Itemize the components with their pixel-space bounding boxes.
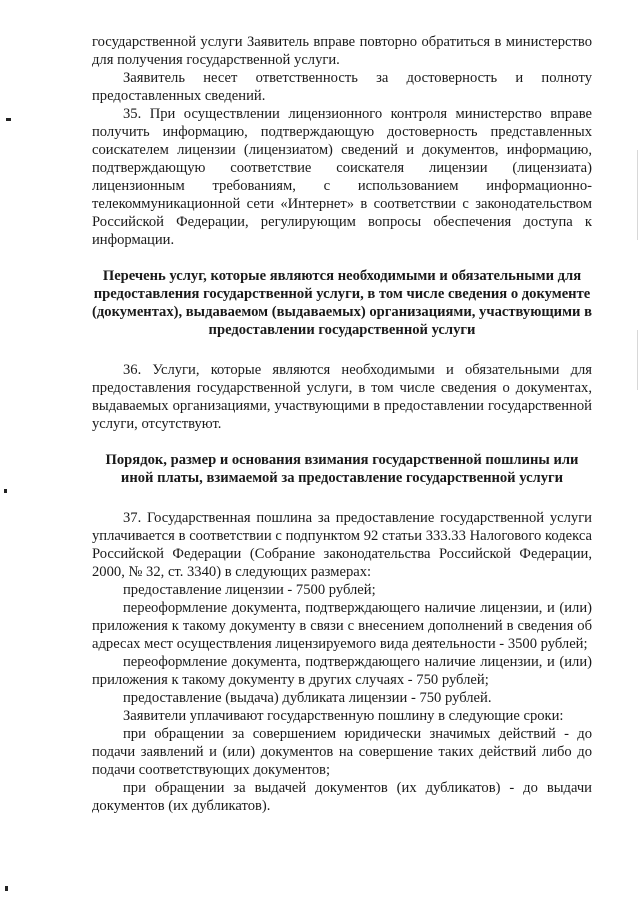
paragraph-36: 36. Услуги, которые являются необходимыми и обязательными для предоставления государственной услуги, в том числе сведения о документах, выдаваемых организациями, участвующими в предоставлении государственной услуги, отсутствуют.	[92, 362, 592, 432]
fee-item-reissue-other: переоформление документа, подтверждающего наличие лицензии, и (или) приложения к такому документу в других случаях - 750 рублей;	[92, 654, 592, 688]
section-heading-state-fee: Порядок, размер и основания взимания государственной пошлины или иной платы, взимаемой за предоставление государственной услуги	[105, 452, 579, 486]
scan-mark-bottom-left	[5, 886, 8, 891]
scan-edge-upper	[637, 150, 638, 240]
fee-item-license: предоставление лицензии - 7500 рублей;	[123, 582, 376, 598]
section-heading-services-list: Перечень услуг, которые являются необходимыми и обязательными для предоставления государственной услуги, в том числе сведения о документе (документах), выдаваемом (выдаваемых) организациями, участвующими в предоставлении государственной услуги	[92, 268, 592, 338]
scan-mark-mid-left	[4, 489, 7, 493]
paragraph-payment-terms: Заявители уплачивают государственную пошлину в следующие сроки:	[123, 708, 564, 724]
paragraph-continued: государственной услуги Заявитель вправе повторно обратиться в министерство для получения государственной услуги.	[92, 34, 592, 68]
paragraph-responsibility: Заявитель несет ответственность за достоверность и полноту предоставленных сведений.	[92, 70, 592, 104]
term-item-duplicates: при обращении за выдачей документов (их дубликатов) - до выдачи документов (их дубликатов).	[92, 780, 592, 814]
fee-item-duplicate: предоставление (выдача) дубликата лицензии - 750 рублей.	[123, 690, 492, 706]
document-page	[92, 33, 592, 815]
scan-edge-middle	[637, 330, 638, 390]
scan-mark-top-left	[6, 118, 11, 121]
paragraph-37: 37. Государственная пошлина за предоставление государственной услуги уплачивается в соответствии с подпунктом 92 статьи 333.33 Налогового кодекса Российской Федерации (Собрание законодательства Российской Федерации, 2000, № 32, ст. 3340) в следующих размерах:	[92, 510, 592, 580]
paragraph-35: 35. При осуществлении лицензионного контроля министерство вправе получить информацию, подтверждающую достоверность представленных соискателем лицензии (лицензиатом) сведений и документов, информацию, подтверждающую соответствие соискателя лицензии (лицензиата) лицензионным требованиям, с использованием информационно-телекоммуникационной сети «Интернет» в соответствии с законодательством Российской Федерации, регулирующим вопросы обеспечения доступа к информации.	[92, 106, 592, 248]
term-item-legal-actions: при обращении за совершением юридически значимых действий - до подачи заявлений и (или) документов на совершение таких действий либо до подачи соответствующих документов;	[92, 726, 592, 778]
fee-item-reissue-addresses: переоформление документа, подтверждающего наличие лицензии, и (или) приложения к такому документу в связи с внесением дополнений в сведения об адресах мест осуществления лицензируемого вида деятельности - 3500 рублей;	[92, 600, 592, 652]
